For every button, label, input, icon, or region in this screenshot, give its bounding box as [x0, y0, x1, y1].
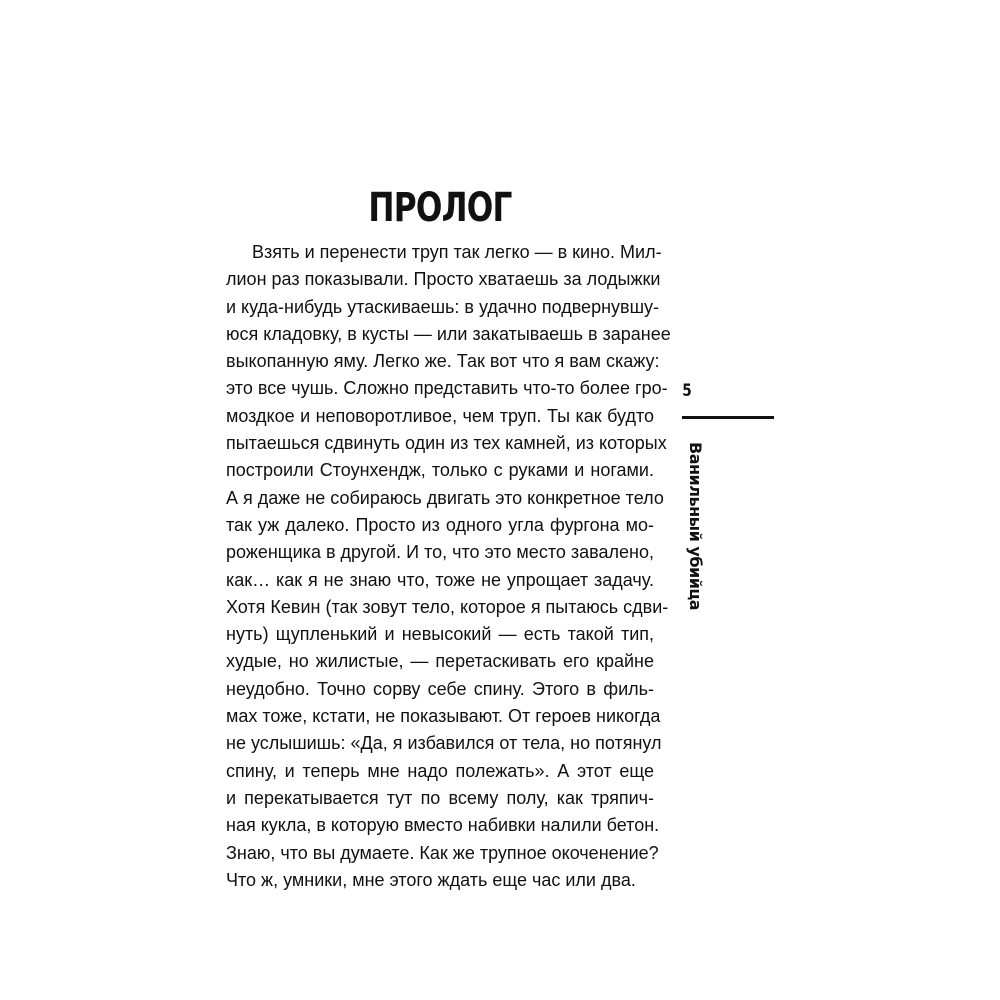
text-line: пытаешься сдвинуть один из тех камней, из которых	[226, 433, 667, 454]
text-line: построили Стоунхендж, только с руками и ногами.	[226, 460, 654, 481]
text-line: моздкое и неповоротливое, чем труп. Ты как будто	[226, 405, 654, 426]
text-line: так уж далеко. Просто из одного угла фургона мо-	[226, 514, 654, 535]
margin-rule-divider	[682, 416, 774, 419]
text-line: выкопанную яму. Легко же. Так вот что я вам скажу:	[226, 351, 660, 372]
text-line: ная кукла, в которую вместо набивки налили бетон.	[226, 815, 660, 836]
text-line: спину, и теперь мне надо полежать». А этот еще	[226, 760, 654, 781]
text-line: лион раз показывали. Просто хватаешь за лодыжки	[226, 269, 661, 290]
text-line: мах тоже, кстати, не показывают. От героев никогда	[226, 706, 661, 727]
text-line: Хотя Кевин (так зовут тело, которое я пытаюсь сдви-	[226, 596, 669, 617]
text-line: неудобно. Точно сорву себе спину. Этого в филь-	[226, 678, 654, 699]
text-line: юся кладовку, в кусты — или закатываешь в заранее	[226, 323, 671, 344]
text-line: Знаю, что вы думаете. Как же трупное окоченение?	[226, 842, 659, 863]
text-line: и перекатывается тут по всему полу, как тряпич-	[226, 787, 654, 808]
text-line: как… как я не знаю что, тоже не упрощает задачу.	[226, 569, 654, 590]
text-line: нуть) щупленький и невысокий — есть такой тип,	[226, 624, 654, 645]
page-number: 5	[682, 381, 692, 401]
chapter-title: ПРОЛОГ	[368, 185, 512, 231]
text-line: Взять и перенести труп так легко — в кино. Мил-	[252, 242, 662, 262]
text-line: Что ж, умники, мне этого ждать еще час или два.	[226, 869, 636, 890]
text-line: это все чушь. Сложно представить что-то более гро-	[226, 378, 668, 399]
running-title: Ванильный убийца	[686, 442, 705, 611]
text-line: не услышишь: «Да, я избавился от тела, но потянул	[226, 733, 662, 754]
text-line: роженщика в другой. И то, что это место завалено,	[226, 542, 654, 563]
body-text	[226, 239, 671, 894]
text-line: худые, но жилистые, — перетаскивать его крайне	[226, 651, 654, 672]
text-line: и куда-нибудь утаскиваешь: в удачно подвернувшу-	[226, 296, 660, 317]
text-line: А я даже не собираюсь двигать это конкретное тело	[226, 487, 664, 508]
